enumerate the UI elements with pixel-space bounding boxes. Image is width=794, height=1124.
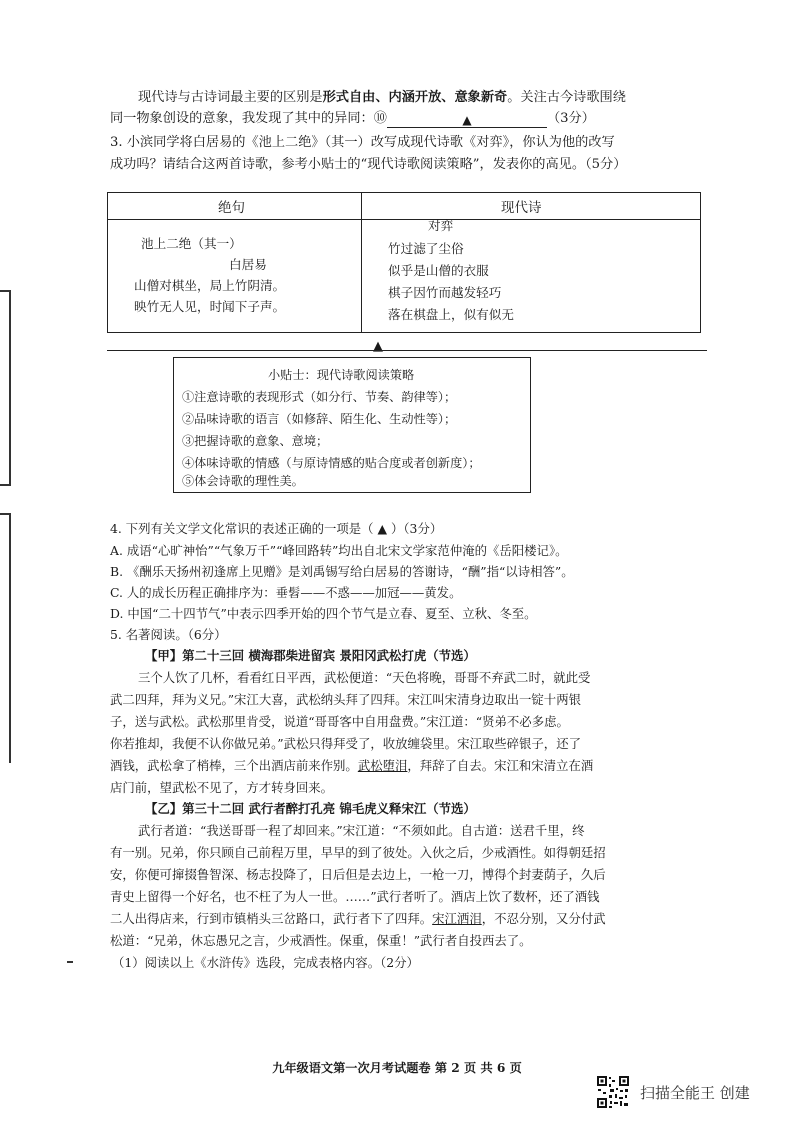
question-5-stem: 5. 名著阅读。（6分） xyxy=(110,627,227,642)
answer-blank[interactable]: ▲ xyxy=(387,113,547,128)
qr-code-icon xyxy=(596,1075,630,1109)
binding-edge-mark xyxy=(0,484,10,486)
excerpt-yi-line: 安，你便可撺掇鲁智深、杨志投降了，日后但是去边上，一枪一刀，博得个封妻荫子，久后 xyxy=(110,867,606,882)
binding-edge-mark xyxy=(9,290,11,486)
table-header-row xyxy=(108,193,700,220)
question-3-line-1: 3. 小滨同学将白居易的《池上二绝》（其一）改写成现代诗歌《对弈》，你认为他的改写 xyxy=(110,135,615,150)
excerpt-yi-line: 青史上留得一个好名，也不枉了为人一世。……”武行者听了。酒店上饮了数杯，还了酒钱 xyxy=(110,889,600,904)
answer-mark[interactable]: ▲ xyxy=(373,339,383,354)
header-modern: 现代诗 xyxy=(501,200,542,216)
question-5-sub-1: （1）阅读以上《水浒传》选段，完成表格内容。（2分） xyxy=(112,955,419,970)
page-footer: 九年级语文第一次月考试题卷 第 2 页 共 6 页 xyxy=(272,1061,522,1075)
classic-poem-line: 映竹无人见，时闻下子声。 xyxy=(134,299,286,314)
highlight-text: 形式自由、内涵开放、意象新奇 xyxy=(322,90,508,105)
classic-poem-author: 白居易 xyxy=(229,257,267,272)
table-column-divider xyxy=(361,193,362,332)
tips-item: ①注意诗歌的表现形式（如分行、节奏、韵律等）； xyxy=(182,390,457,404)
excerpt-jia-line: 店门前，望武松不见了，方才转身回来。 xyxy=(110,780,334,795)
answer-rule xyxy=(107,350,707,351)
classic-poem-line: 山僧对棋坐，局上竹阴清。 xyxy=(134,278,286,293)
intro-line-2: 同一物象创设的意象，我发现了其中的异同：⑩ ▲ （3分） xyxy=(110,111,595,127)
excerpt-yi-line: 二人出得店来，行到市镇梢头三岔路口，武行者下了四拜。宋江洒泪，不忍分别，又分付武 xyxy=(110,911,606,926)
tips-item: ④体味诗歌的情感（与原诗情感的贴合度或者创新度）； xyxy=(182,456,481,470)
header-classic: 绝句 xyxy=(218,200,245,216)
question-4-option-c[interactable]: C. 人的成长历程正确排序为：垂髫——不惑——加冠——黄发。 xyxy=(110,585,462,600)
tips-item: ②品味诗歌的语言（如修辞、陌生化、生动性等）； xyxy=(182,412,457,426)
modern-poem-line: 落在棋盘上，似有似无 xyxy=(388,307,514,322)
tips-item: ③把握诗歌的意象、意境； xyxy=(182,434,329,448)
binding-edge-mark xyxy=(9,513,11,763)
underlined-phrase: 武松堕泪 xyxy=(357,758,408,773)
excerpt-jia-line: 你若推却，我便不认你做兄弟。”武松只得拜受了，收放缠袋里。宋江取些碎银子，还了 xyxy=(110,736,581,751)
excerpt-yi-line: 有一别。兄弟，你只顾自己前程万里，早早的到了彼处。入伙之后，少戒酒性。如得朝廷招 xyxy=(110,845,606,860)
intro-line-1: 现代诗与古诗词最主要的区别是形式自由、内涵开放、意象新奇。关注古今诗歌围绕 xyxy=(138,90,626,105)
tips-item: ⑤体会诗歌的理性美。 xyxy=(182,474,304,488)
reading-tips-box xyxy=(173,357,531,493)
excerpt-yi-title: 【乙】第三十二回 武行者醉打孔亮 锦毛虎义释宋江（节选） xyxy=(145,801,476,816)
classic-poem-title: 池上二绝（其一） xyxy=(141,236,242,251)
modern-poem-line: 棋子因竹而越发轻巧 xyxy=(388,285,502,300)
question-4-option-d[interactable]: D. 中国“二十四节气”中表示四季开始的四个节气是立春、夏至、立秋、冬至。 xyxy=(110,606,537,621)
modern-poem-title: 对弈 xyxy=(428,218,454,233)
modern-poem-line: 竹过滤了尘俗 xyxy=(388,241,464,256)
underlined-phrase: 宋江洒泪 xyxy=(432,911,482,926)
tips-title: 小贴士：现代诗歌阅读策略 xyxy=(268,368,415,382)
question-4-stem: 4. 下列有关文学文化常识的表述正确的一项是（ ▲ ）（3分） xyxy=(110,521,443,536)
modern-poem-line: 似乎是山僧的衣服 xyxy=(388,263,489,278)
excerpt-jia-title: 【甲】第二十三回 横海郡柴进留宾 景阳冈武松打虎（节选） xyxy=(145,648,476,663)
question-4-option-b[interactable]: B. 《酬乐天扬州初逢席上见赠》是刘禹锡写给白居易的答谢诗，“酬”指“以诗相答”。 xyxy=(110,564,574,579)
margin-dash xyxy=(67,961,73,963)
excerpt-yi-line: 武行者道：“我送哥哥一程了却回来。”宋江道：“不须如此。自古道：送君千里，终 xyxy=(138,823,585,838)
excerpt-jia-line: 子，送与武松。武松那里肯受，说道“哥哥客中自用盘费。”宋江道：“贤弟不必多虑。 xyxy=(110,714,569,729)
poem-comparison-table xyxy=(107,192,701,333)
question-3-line-2: 成功吗？请结合这两首诗歌，参考小贴士的“现代诗歌阅读策略”，发表你的高见。（5分） xyxy=(110,157,627,172)
excerpt-jia-line: 武二四拜，拜为义兄。”宋江大喜，武松纳头拜了四拜。宋江叫宋清身边取出一锭十两银 xyxy=(110,692,581,707)
scanner-watermark: 扫描全能王 创建 xyxy=(640,1084,750,1102)
question-4-option-a[interactable]: A. 成语“心旷神怡”“气象万千”“峰回路转”均出自北宋文学家范仲淹的《岳阳楼记》。 xyxy=(110,543,568,558)
excerpt-jia-line: 酒钱，武松拿了梢棒，三个出酒店前来作别。武松堕泪，拜辞了自去。宋江和宋清立在酒 xyxy=(110,758,594,773)
excerpt-yi-line: 松道：“兄弟，休忘愚兄之言，少戒酒性。保重，保重！”武行者自投西去了。 xyxy=(110,933,532,948)
excerpt-jia-line: 三个人饮了几杯，看看红日平西，武松便道：“天色将晚，哥哥不弃武二时，就此受 xyxy=(138,670,591,685)
